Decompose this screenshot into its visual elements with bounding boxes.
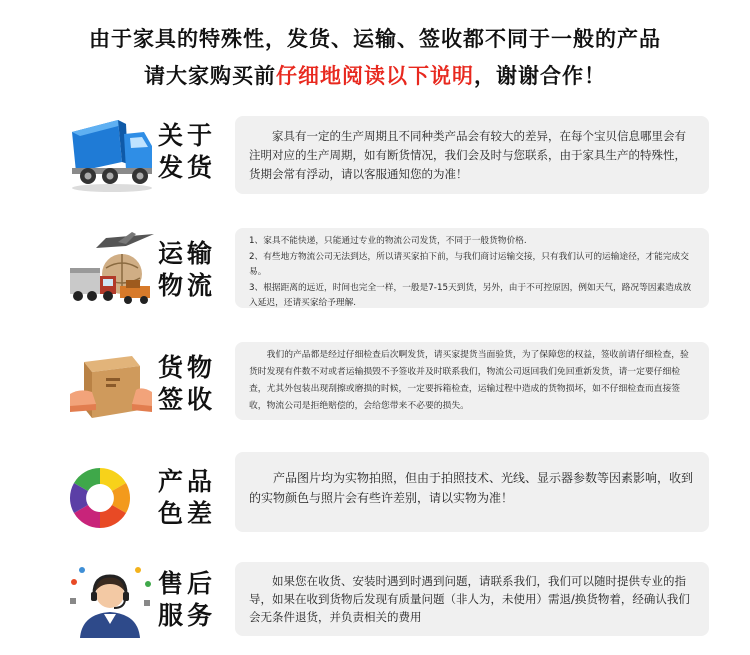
list-item: 3、根据距离的远近，时间也完全一样，一般是7-15天到货，另外，由于不可控原因，例如天气，路况等因素造成放入延迟，还请买家给予理解. — [249, 282, 692, 308]
title-line-2: 发货 — [158, 153, 217, 182]
section-title — [158, 466, 222, 530]
header-line-2 — [0, 58, 750, 94]
logistics-plane-truck-icon — [66, 232, 156, 316]
section-title — [158, 120, 222, 184]
header-line-1: 由于家具的特殊性，发货、运输、签收都不同于一般的产品 — [89, 27, 661, 51]
header-line-2-prefix: 请大家购买前 — [144, 64, 276, 88]
page-header — [0, 20, 750, 94]
description-text: 如果您在收货、安装时遇到时遇到问题，请联系我们，我们可以随时提供专业的指导，如果在收到货物后发现有质量问题（非人为，未使用）需退/换货物着，经确认我们会无条件退货，并负责相关的费用 — [249, 574, 690, 624]
description-text: 我们的产品都是经过仔细检查后次啊发货，请买家提货当面验货，为了保障您的权益，签收前请仔细检查，验货时发现有件数不对或者运输损毁不予签收并及时联系我们，物流公司返回我们免回重新发货，请一定要仔细检查，尤其外包装出现刮擦或磨损的时候，一定要拆箱检查，运输过程中造成的货物损坏，如不仔细检查而直接签收，物流公司是拒绝赔偿的，会给您带来不必要的损失。 — [249, 350, 689, 411]
title-line-1: 产品 — [158, 467, 217, 496]
delivery-truck-icon — [66, 112, 156, 196]
description-text: 家具有一定的生产周期且不同种类产品会有较大的差异，在每个宝贝信息哪里会有注明对应的生产周期，如有断货情况，我们会及时与您联系，由于家具生产的特殊性，货期会常有浮动，请以客服通知您的为准！ — [249, 129, 686, 181]
title-line-2: 服务 — [158, 601, 217, 630]
title-line-1: 运输 — [158, 239, 217, 268]
title-line-1: 售后 — [158, 569, 217, 598]
description-text: 产品图片均为实物拍照，但由于拍照技术、光线、显示器参数等因素影响，收到的实物颜色与照片会有些许差别，请以实物为准！ — [249, 471, 694, 505]
title-line-2: 签收 — [158, 385, 217, 414]
header-highlight: 仔细地阅读以下说明 — [276, 64, 474, 88]
list-item: 1、家具不能快递，只能通过专业的物流公司发货，不同于一般货物价格. — [249, 236, 527, 246]
customer-service-icon — [66, 562, 156, 646]
section-description — [235, 228, 709, 308]
title-line-1: 货物 — [158, 353, 217, 382]
title-line-1: 关于 — [158, 121, 217, 150]
header-line-2-suffix: ，谢谢合作！ — [474, 64, 606, 88]
section-title — [158, 238, 222, 302]
title-line-2: 物流 — [158, 271, 217, 300]
list-item: 2、有些地方物流公司无法到达，所以请买家拍下前，与我们商讨运输交接，只有我们认可的运输途径，才能完成交易。 — [249, 251, 689, 277]
section-description — [235, 452, 709, 532]
section-title — [158, 352, 222, 416]
section-description — [235, 342, 709, 420]
section-description — [235, 562, 709, 636]
section-description — [235, 116, 709, 194]
package-hands-icon — [66, 348, 156, 432]
title-line-2: 色差 — [158, 499, 217, 528]
color-wheel-icon — [66, 456, 156, 540]
section-title — [158, 568, 222, 632]
